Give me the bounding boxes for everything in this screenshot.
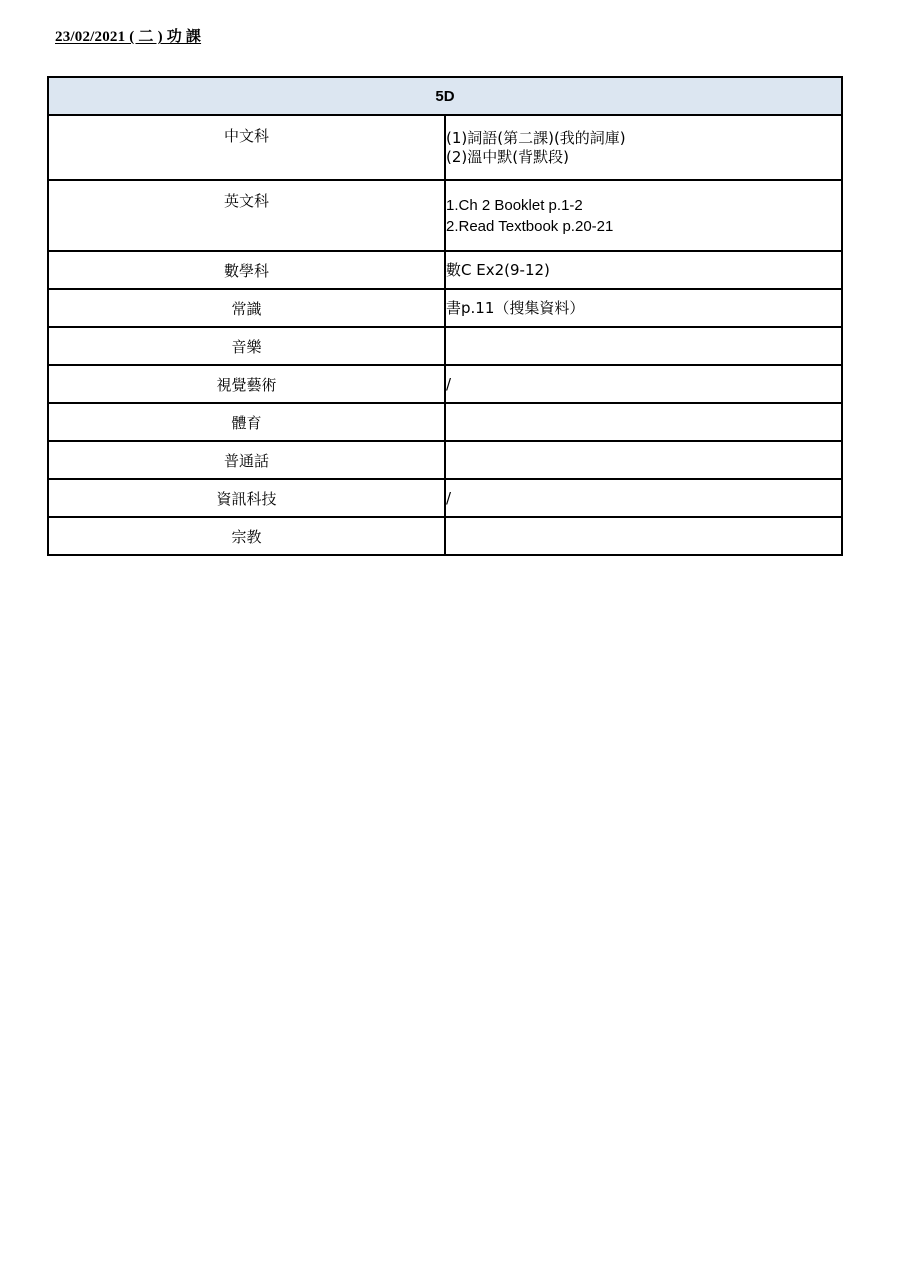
task-cell: [445, 327, 842, 365]
task-line: /: [446, 488, 452, 507]
task-cell: [445, 441, 842, 479]
subject-cell: 中文科: [48, 115, 445, 180]
task-line: /: [446, 374, 452, 393]
table-row: [48, 115, 842, 180]
subject-cell: 數學科: [48, 251, 445, 289]
task-cell: [445, 180, 842, 251]
table-row: [48, 479, 842, 517]
task-cell: [445, 289, 842, 327]
table-row: [48, 441, 842, 479]
task-cell: [445, 479, 842, 517]
task-line: 1.Ch 2 Booklet p.1-2: [446, 196, 583, 214]
subject-cell: 普通話: [48, 441, 445, 479]
subject-cell: 英文科: [48, 180, 445, 251]
task-line: 數C Ex2(9-12): [446, 260, 550, 279]
subject-cell: 體育: [48, 403, 445, 441]
subject-cell: 視覺藝術: [48, 365, 445, 403]
task-cell: [445, 251, 842, 289]
table-row: [48, 517, 842, 555]
table-row: [48, 403, 842, 441]
task-cell: [445, 365, 842, 403]
task-line: 2.Read Textbook p.20-21: [446, 217, 614, 235]
table-header-row: [48, 77, 842, 115]
table-row: [48, 327, 842, 365]
table-row: [48, 289, 842, 327]
page-title: 23/02/2021 ( 二 ) 功 課: [55, 29, 202, 45]
subject-cell: 常識: [48, 289, 445, 327]
subject-cell: 資訊科技: [48, 479, 445, 517]
task-line: (2)溫中默(背默段): [446, 147, 569, 166]
table-row: [48, 365, 842, 403]
class-name-header: 5D: [48, 77, 842, 115]
task-line: (1)詞語(第二課)(我的詞庫): [446, 128, 626, 147]
task-line: 書p.11（搜集資料）: [446, 298, 585, 317]
table-row: [48, 180, 842, 251]
task-cell: [445, 403, 842, 441]
subject-cell: 宗教: [48, 517, 445, 555]
task-cell: [445, 115, 842, 180]
homework-table: [47, 76, 843, 556]
table-row: [48, 251, 842, 289]
task-cell: [445, 517, 842, 555]
subject-cell: 音樂: [48, 327, 445, 365]
